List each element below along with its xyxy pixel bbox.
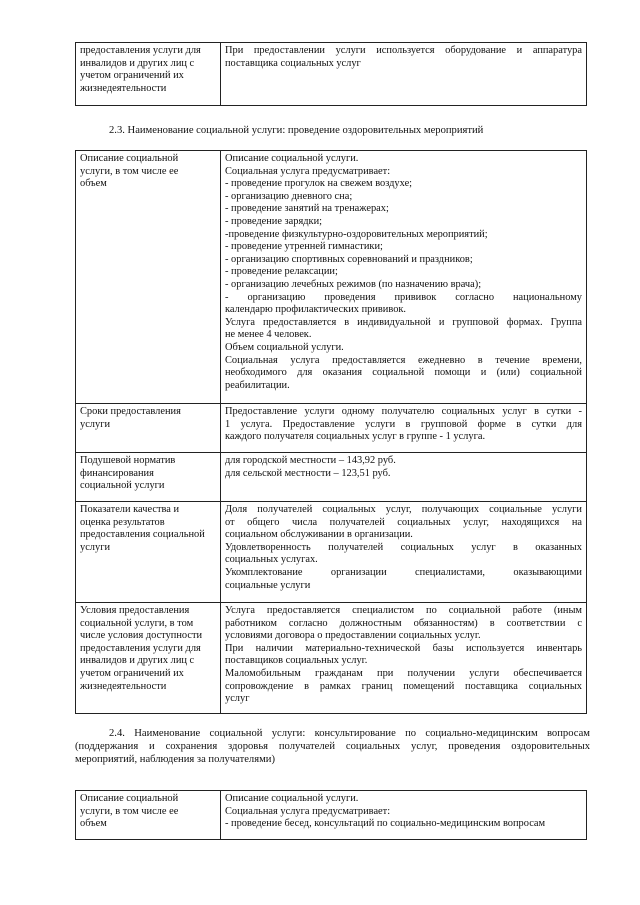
- table-row: [76, 43, 587, 106]
- row-content-cell: Доля получателей социальных услуг, получающих социальные услуги от общего числа получателей социальных услуг, находящихся на социальном обслуживании в организации. Удовлетворенность получателей социальных услуг в оказанных социальных услугах. Укомплектование организации специалистами, оказывающими социальные услуги: [221, 502, 587, 603]
- row-content-cell: При предоставлении услуги используется оборудование и аппаратура поставщика социальных услуг: [221, 43, 587, 106]
- row-content-cell: для городской местности – 143,92 руб. для сельской местности – 123,51 руб.: [221, 453, 587, 502]
- row-content-cell: Описание социальной услуги. Социальная услуга предусматривает: - проведение бесед, консультаций по социально-медицинским вопросам: [221, 791, 587, 840]
- row-label-cell: Описание социальной услуги, в том числе ее объем: [76, 791, 221, 840]
- row-label-cell: Показатели качества и оценка результатов предоставления социальной услуги: [76, 502, 221, 603]
- row-content-cell: Предоставление услуги одному получателю социальных услуг в сутки - 1 услуга. Предоставление услуги в групповой форме в сутки для каждого получателя социальных услуг в группе - 1 услуга.: [221, 404, 587, 453]
- row-label-cell: Условия предоставления социальной услуги, в том числе условия доступности предоставления услуги для инвалидов и других лиц с учетом ограничений их жизнедеятельности: [76, 603, 221, 714]
- service-table-2-4: [75, 790, 587, 840]
- row-content-cell: Услуга предоставляется специалистом по социальной работе (иным работником согласно должностным обязанностям) в соответствии с условиями договора о предоставлении социальных услуг. При наличии материально-технической базы используется инвентарь поставщиков социальных услуг. Маломобильным гражданам при получении услуги обеспечивается сопровождение в рамках границ помещений поставщика социальных услуг: [221, 603, 587, 714]
- table-row: [76, 453, 587, 502]
- service-table-2-3: [75, 150, 587, 714]
- row-content-cell: Описание социальной услуги. Социальная услуга предусматривает: - проведение прогулок на свежем воздухе; - организацию дневного сна; - проведение занятий на тренажерах; - проведение зарядки; -проведение физкультурно-оздоровительных мероприятий; - проведение утренней гимнастики; - организацию спортивных соревнований и праздников; - проведение релаксации; - организацию лечебных режимов (по назначению врача); - организацию проведения прививок согласно национальному календарю профилактических прививок. Услуга предоставляется в индивидуальной и групповой формах. Группа не менее 4 человек. Объем социальной услуги. Социальная услуга предоставляется ежедневно в течение времени, необходимого для оказания социальной помощи и (или) социальной реабилитации.: [221, 151, 587, 404]
- table-row: [76, 404, 587, 453]
- row-label-cell: Сроки предоставления услуги: [76, 404, 221, 453]
- row-label-cell: Описание социальной услуги, в том числе ее объем: [76, 151, 221, 404]
- section-heading-2-4: 2.4. Наименование социальной услуги: консультирование по социально-медицинским вопросам (поддержания и сохранения здоровья получателей социальных услуг, проведения оздоровительных мероприятий, наблюдения за получателями): [75, 728, 590, 765]
- table-row: [76, 502, 587, 603]
- row-label-cell: Подушевой норматив финансирования социальной услуги: [76, 453, 221, 502]
- table-row: [76, 791, 587, 840]
- continuation-table: [75, 42, 587, 106]
- row-label-cell: предоставления услуги для инвалидов и других лиц с учетом ограничений их жизнедеятельности: [76, 43, 221, 106]
- table-row: [76, 151, 587, 404]
- section-heading-2-3: 2.3. Наименование социальной услуги: проведение оздоровительных мероприятий: [109, 125, 484, 136]
- table-row: [76, 603, 587, 714]
